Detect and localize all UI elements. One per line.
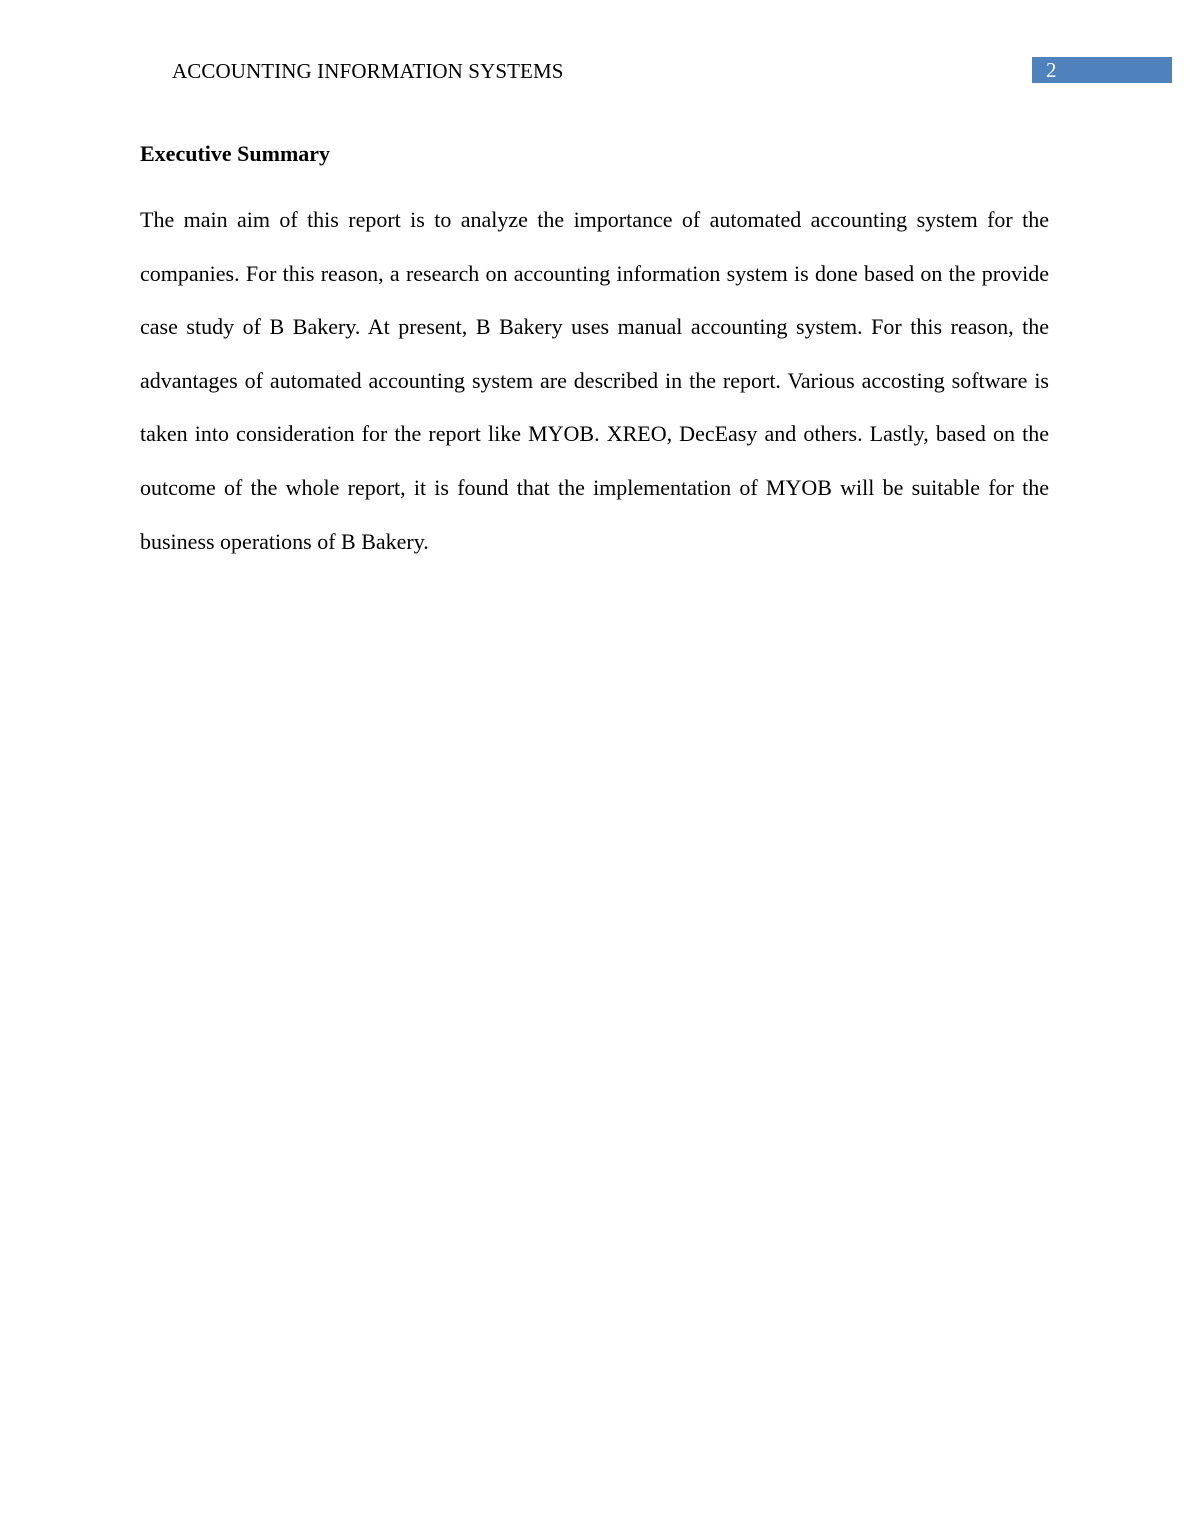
- section-heading: Executive Summary: [140, 141, 331, 166]
- executive-summary-paragraph: The main aim of this report is to analyze the importance of automated accounting system for the companies. For this reason, a research on accounting information system is done based on the provide case study of B Bakery. At present, B Bakery uses manual accounting system. For this reason, the advantages of automated accounting system are described in the report. Various accosting software is taken into consideration for the report like MYOB. XREO, DecEasy and others. Lastly, based on the outcome of the whole report, it is found that the implementation of MYOB will be suitable for the business operations of B Bakery.: [140, 207, 1049, 554]
- running-header-title: ACCOUNTING INFORMATION SYSTEMS: [172, 59, 564, 83]
- page-number: 2: [1046, 58, 1057, 82]
- page-number-box: [1032, 57, 1172, 83]
